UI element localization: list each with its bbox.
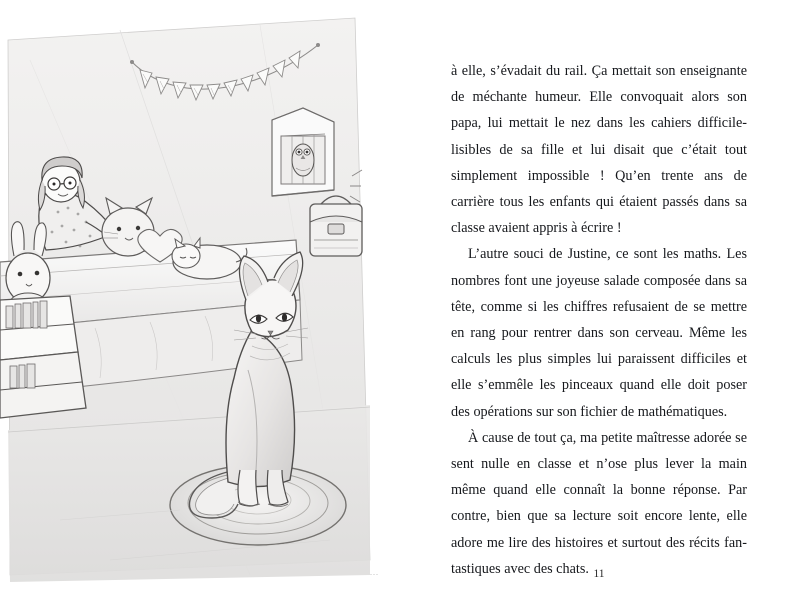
birdhouse-shelf-icon xyxy=(272,108,334,196)
paragraph-1: à elle, s’évadait du rail. Ça mettait son enseignante de méchante humeur. Elle convoquait alors son papa, lui mettait le nez dans les cahiers difficile lisibles de sa fille et lui disait que c’était tout simplement impossible ! Qu’en trente ans de carrière tous les enfants qui étaient passés dans sa classe avaient appris à écrire ! xyxy=(451,63,747,237)
illustration-caption: ... xyxy=(370,568,379,577)
paragraph-2: L’autre souci de Justine, ce sont les maths. Les nombres font une joyeuse salade composée dans sa tête, comme si les chiffres refusaient de se mettre en rang pour rentrer dans son cerveau. Même les calculs les plus simples lui paraissent difficiles et elle s’emmêle les pinceaux quand elle doit poser des opérations sur son fichier de mathématiques. xyxy=(451,246,747,420)
right-page xyxy=(399,0,799,601)
bookshelf-icon xyxy=(0,296,86,418)
paragraph-3: À cause de tout ça, ma petite maîtresse adorée se sent nulle en classe et n’ose plus lever la main même quand elle connaît la bonne réponse. Par contre, bien que sa lecture soit encore lente, elle adore me lire des histoires et surtout des récits fan tastiques avec des chats. xyxy=(451,429,747,577)
left-page xyxy=(0,0,399,601)
owl-figure-icon xyxy=(292,144,314,176)
school-satchel-icon xyxy=(310,196,362,256)
body-text xyxy=(451,58,747,582)
page-number: 11 xyxy=(593,568,605,580)
bedroom-illustration xyxy=(0,0,399,601)
